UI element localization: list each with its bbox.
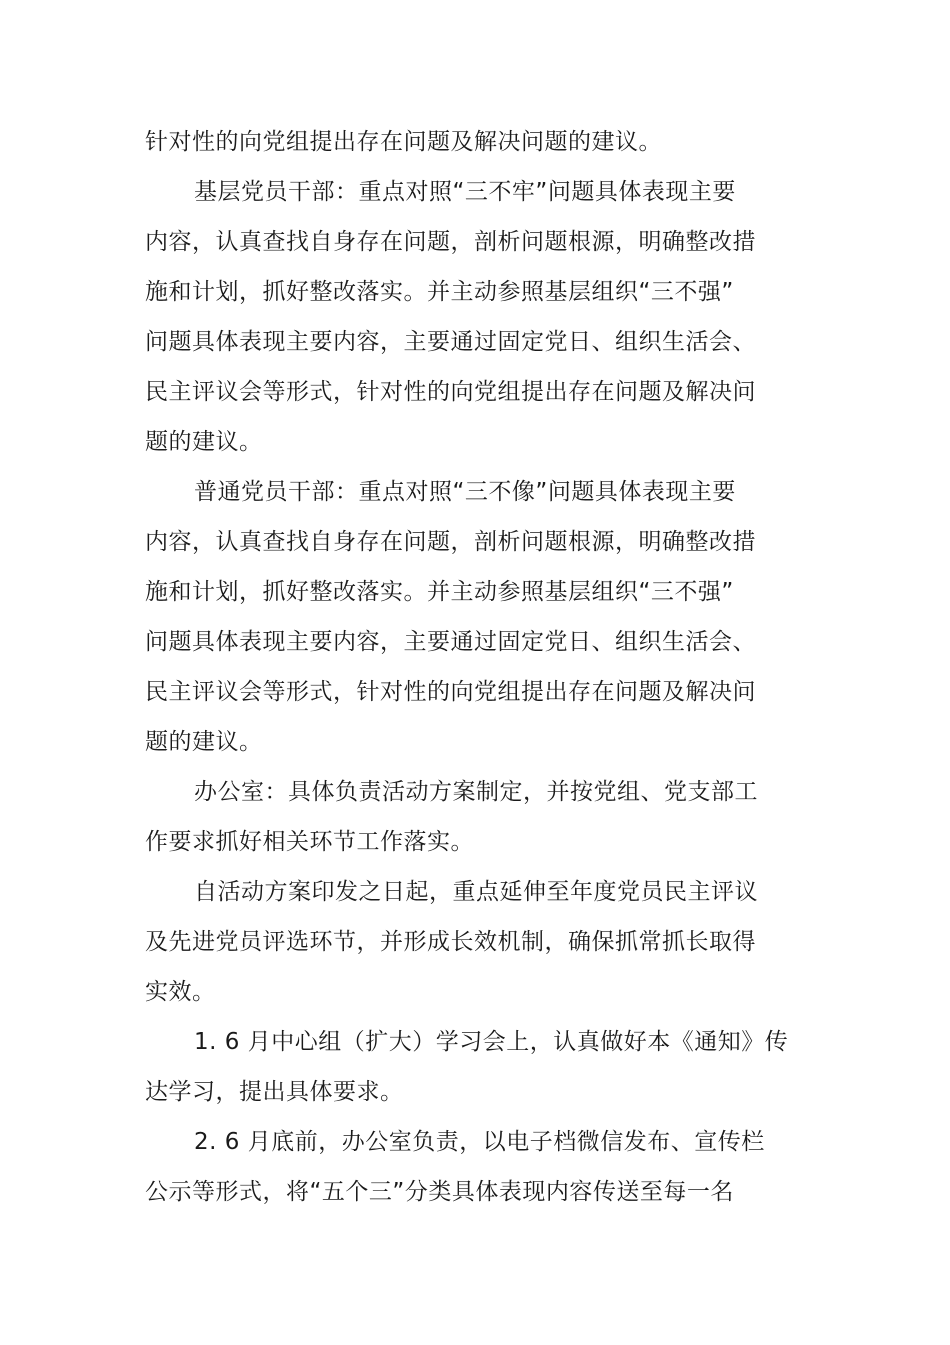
text-line: 实效。 [145,979,216,1005]
text-line: 及先进党员评选环节，并形成长效机制，确保抓常抓长取得 [145,929,756,955]
text-line: 问题具体表现主要内容，主要通过固定党日、组织生活会、 [145,629,756,655]
paragraph-start: 普通党员干部：重点对照“三不像”问题具体表现主要 [194,479,736,505]
text-line: 达学习，提出具体要求。 [145,1079,404,1105]
text-line: 问题具体表现主要内容，主要通过固定党日、组织生活会、 [145,329,756,355]
text-line: 题的建议。 [145,729,263,755]
text-line: 公示等形式，将“五个三”分类具体表现内容传送至每一名 [145,1179,734,1205]
text-line: 民主评议会等形式，针对性的向党组提出存在问题及解决问 [145,679,756,705]
list-item-start: 1. 6 月中心组（扩大）学习会上，认真做好本《通知》传 [194,1029,789,1055]
text-line: 民主评议会等形式，针对性的向党组提出存在问题及解决问 [145,379,756,405]
list-item-start: 2. 6 月底前，办公室负责，以电子档微信发布、宣传栏 [194,1129,765,1155]
text-line: 施和计划，抓好整改落实。并主动参照基层组织“三不强” [145,579,734,605]
text-line: 作要求抓好相关环节工作落实。 [145,829,474,855]
text-line: 内容，认真查找自身存在问题，剖析问题根源，明确整改措 [145,529,756,555]
text-line: 题的建议。 [145,429,263,455]
text-line: 针对性的向党组提出存在问题及解决问题的建议。 [145,129,662,155]
paragraph-start: 办公室：具体负责活动方案制定，并按党组、党支部工 [194,779,758,805]
text-line: 内容，认真查找自身存在问题，剖析问题根源，明确整改措 [145,229,756,255]
paragraph-start: 自活动方案印发之日起，重点延伸至年度党员民主评议 [194,879,758,905]
text-line: 施和计划，抓好整改落实。并主动参照基层组织“三不强” [145,279,734,305]
paragraph-start: 基层党员干部：重点对照“三不牢”问题具体表现主要 [194,179,736,205]
